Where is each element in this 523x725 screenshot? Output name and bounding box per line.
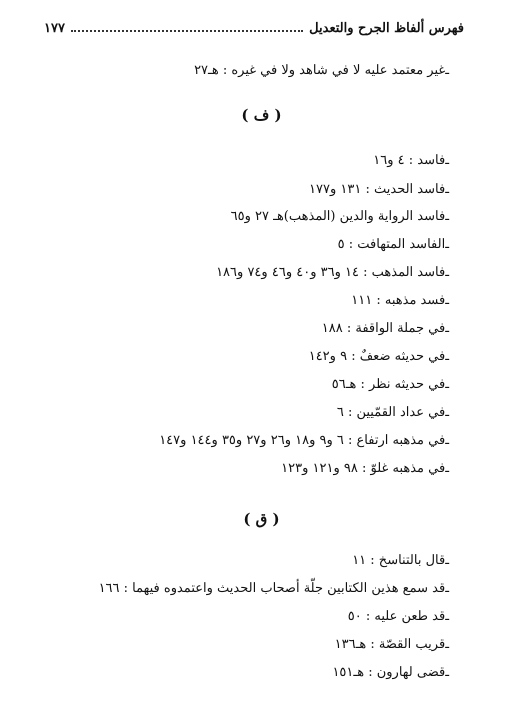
- index-entry: [194, 62, 449, 80]
- section-heading-qaf: ( ق ): [243, 510, 280, 528]
- entry-marker: ـ: [445, 237, 449, 252]
- entry-text: فاسد الرواية والدين (المذهب)هـ ٢٧ و٦٥: [230, 209, 446, 224]
- entry-marker: ـ: [445, 63, 449, 78]
- header-title: فهرس ألفاظ الجرح والتعديل: [309, 21, 464, 36]
- entry-text: فسد مذهبه : ١١١: [351, 293, 446, 308]
- section-heading-fa: ( ف ): [241, 106, 282, 124]
- index-entry: [332, 664, 449, 682]
- entry-text: غير معتمد عليه لا في شاهد ولا في غيره : هـ٢٧: [194, 63, 446, 78]
- entry-text: فاسد : ٤ و١٦: [373, 153, 446, 168]
- entry-marker: ـ: [445, 209, 449, 224]
- index-entry: [348, 608, 449, 626]
- entry-text: قريب القصّة : هـ١٣٦: [334, 637, 446, 652]
- entry-text: فاسد المذهب : ١٤ و٣٦ و٤٠ و٤٦ و٧٤ و١٨٦: [216, 265, 446, 280]
- entry-marker: ـ: [445, 153, 449, 168]
- index-entry: [99, 580, 449, 598]
- index-entry: [352, 552, 449, 570]
- entry-marker: ـ: [445, 433, 449, 448]
- entry-text: في جملة الواقفة : ١٨٨: [321, 321, 446, 336]
- entry-marker: ـ: [445, 553, 449, 568]
- entry-text: قضى لهارون : هـ١٥١: [332, 665, 446, 680]
- entry-marker: ـ: [445, 377, 449, 392]
- header-dot-leader: [71, 30, 303, 32]
- index-entry: [322, 320, 449, 338]
- entry-marker: ـ: [445, 349, 449, 364]
- entry-marker: ـ: [445, 581, 449, 596]
- index-entry: [351, 292, 449, 310]
- entry-marker: ـ: [445, 265, 449, 280]
- index-entry: [337, 404, 449, 422]
- entry-text: قال بالتناسخ : ١١: [352, 553, 446, 568]
- page-number: ١٧٧: [44, 21, 65, 36]
- index-entry: [159, 432, 449, 450]
- index-entry: [216, 264, 449, 282]
- entry-marker: ـ: [445, 182, 449, 197]
- entry-text: في عداد القمّيين : ٦: [336, 405, 446, 420]
- index-entry: [281, 460, 449, 478]
- entry-text: في مذهبه غلوّ : ٩٨ و١٢١ و١٢٣: [281, 461, 446, 476]
- index-entry: [231, 208, 449, 226]
- index-entry: [332, 376, 449, 394]
- index-entry: [309, 181, 449, 199]
- entry-marker: ـ: [445, 665, 449, 680]
- entry-marker: ـ: [445, 293, 449, 308]
- entry-text: فاسد الحديث : ١٣١ و١٧٧: [309, 182, 446, 197]
- entry-text: قد سمع هذين الكتابين جلّة أصحاب الحديث واعتمدوه فيهما : ١٦٦: [98, 581, 446, 596]
- entry-text: في حديثه نظر : هـ٥٦: [331, 377, 446, 392]
- index-entry: [338, 236, 449, 254]
- index-entry: [309, 348, 449, 366]
- entry-text: الفاسد المتهافت : ٥: [337, 237, 446, 252]
- running-header: [44, 16, 464, 36]
- entry-marker: ـ: [445, 637, 449, 652]
- index-entry: [373, 152, 449, 170]
- entry-marker: ـ: [445, 405, 449, 420]
- entry-text: في مذهبه ارتفاع : ٦ و٩ و١٨ و٢٦ و٢٧ و٣٥ و١٤٤ و١٤٧: [159, 433, 446, 448]
- entry-text: قد طعن عليه : ٥٠: [347, 609, 446, 624]
- entry-marker: ـ: [445, 321, 449, 336]
- entry-text: في حديثه ضعفٌ : ٩ و١٤٢: [308, 349, 446, 364]
- entry-marker: ـ: [445, 461, 449, 476]
- index-entry: [335, 636, 449, 654]
- entry-marker: ـ: [445, 609, 449, 624]
